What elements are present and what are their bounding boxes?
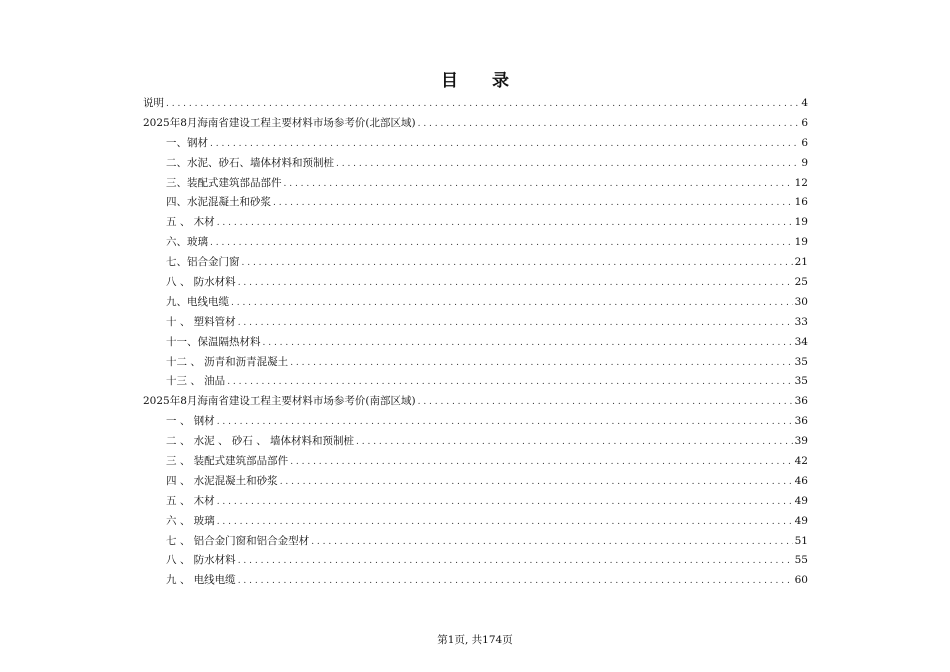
toc-entry-label: 十一、保温隔热材料: [166, 335, 261, 348]
toc-entry-label: 七、铝合金门窗: [166, 256, 240, 269]
dot-leader: [336, 155, 799, 175]
dot-leader: [238, 572, 793, 592]
toc-entry-label: 八 、 防水材料: [166, 276, 236, 289]
toc-entry[interactable]: [143, 174, 808, 194]
toc-entry[interactable]: [143, 472, 808, 492]
dot-leader: [290, 354, 792, 374]
toc-entry-page-number: 60: [794, 574, 808, 587]
dot-leader: [238, 274, 793, 294]
dot-leader: [166, 95, 799, 115]
toc-entry-label: 一 、 钢材: [166, 415, 215, 428]
toc-entry[interactable]: [143, 372, 808, 392]
toc-entry-page-number: 49: [794, 494, 808, 507]
toc-entry-label: 二、水泥、砂石、墙体材料和预制桩: [166, 156, 334, 169]
toc-entry-page-number: 19: [794, 236, 808, 249]
toc-entry-label: 五 、 木材: [166, 494, 215, 507]
dot-leader: [217, 493, 793, 513]
toc-entry[interactable]: [143, 273, 808, 293]
table-of-contents: [143, 94, 808, 591]
toc-entry-label: 2025年8月海南省建设工程主要材料市场参考价(南部区域): [143, 395, 416, 408]
page-footer: 第1页, 共174页: [437, 634, 513, 646]
toc-entry-page-number: 55: [794, 554, 808, 567]
toc-entry-page-number: 42: [794, 455, 808, 468]
toc-entry[interactable]: [143, 313, 808, 333]
toc-entry-label: 三、装配式建筑部品部件: [166, 176, 282, 189]
toc-entry-label: 五 、 木材: [166, 216, 215, 229]
dot-leader: [217, 214, 793, 234]
dot-leader: [284, 175, 793, 195]
toc-entry-page-number: 33: [794, 315, 808, 328]
toc-entry-label: 说明: [143, 97, 164, 109]
toc-entry-page-number: 4: [801, 97, 808, 109]
toc-entry-label: 四 、 水泥混凝土和砂浆: [166, 474, 278, 487]
toc-entry-page-number: 30: [794, 295, 808, 308]
toc-entry-page-number: 46: [794, 474, 808, 487]
dot-leader: [227, 373, 792, 393]
dot-leader: [242, 254, 793, 274]
toc-entry-page-number: 35: [794, 375, 808, 388]
toc-entry[interactable]: [143, 333, 808, 353]
toc-entry-page-number: 49: [794, 514, 808, 527]
dot-leader: [418, 115, 800, 135]
toc-entry-page-number: 34: [794, 335, 808, 348]
toc-entry[interactable]: [143, 392, 808, 412]
toc-entry-page-number: 39: [794, 435, 808, 448]
toc-entry-page-number: 36: [794, 395, 808, 408]
toc-entry-page-number: 21: [794, 256, 808, 269]
toc-entry-label: 八 、 防水材料: [166, 554, 236, 567]
dot-leader: [280, 473, 793, 493]
toc-entry[interactable]: [143, 233, 808, 253]
toc-entry[interactable]: [143, 432, 808, 452]
toc-entry[interactable]: [143, 193, 808, 213]
toc-entry-page-number: 16: [794, 196, 808, 209]
dot-leader: [238, 314, 793, 334]
toc-entry[interactable]: [143, 532, 808, 552]
toc-entry-label: 四、水泥混凝土和砂浆: [166, 196, 271, 209]
toc-entry-label: 十三 、 油品: [166, 375, 226, 388]
toc-entry-page-number: 19: [794, 216, 808, 229]
dot-leader: [356, 433, 793, 453]
toc-entry-page-number: 25: [794, 276, 808, 289]
toc-entry-page-number: 6: [801, 116, 808, 129]
toc-entry[interactable]: [143, 213, 808, 233]
dot-leader: [418, 393, 793, 413]
toc-entry-label: 二 、 水泥 、 砂石 、 墙体材料和预制桩: [166, 435, 355, 448]
dot-leader: [263, 334, 793, 354]
toc-entry[interactable]: [143, 571, 808, 591]
toc-entry-label: 六 、 玻璃: [166, 514, 215, 527]
toc-entry[interactable]: [143, 353, 808, 373]
toc-entry[interactable]: [143, 253, 808, 273]
toc-entry-label: 一、钢材: [166, 136, 208, 149]
dot-leader: [210, 234, 793, 254]
dot-leader: [231, 294, 793, 314]
dot-leader: [290, 453, 792, 473]
toc-entry[interactable]: [143, 134, 808, 154]
toc-entry-label: 九 、 电线电缆: [166, 574, 236, 587]
toc-entry-label: 六、玻璃: [166, 236, 208, 249]
toc-entry[interactable]: [143, 452, 808, 472]
toc-entry-page-number: 36: [794, 415, 808, 428]
dot-leader: [238, 552, 793, 572]
dot-leader: [217, 413, 793, 433]
toc-entry[interactable]: [143, 492, 808, 512]
toc-entry-label: 三 、 装配式建筑部品部件: [166, 455, 289, 468]
toc-entry[interactable]: [143, 114, 808, 134]
toc-entry-label: 十二 、 沥青和沥青混凝土: [166, 355, 289, 368]
toc-entry[interactable]: [143, 551, 808, 571]
toc-entry-label: 2025年8月海南省建设工程主要材料市场参考价(北部区域): [143, 116, 416, 129]
toc-entry-page-number: 51: [794, 534, 808, 547]
dot-leader: [217, 513, 793, 533]
toc-entry[interactable]: [143, 512, 808, 532]
toc-entry-page-number: 6: [801, 136, 808, 149]
toc-entry-label: 十 、 塑料管材: [166, 315, 236, 328]
toc-entry-page-number: 35: [794, 355, 808, 368]
toc-title: 目 录: [441, 71, 523, 91]
dot-leader: [273, 194, 793, 214]
toc-entry-label: 七 、 铝合金门窗和铝合金型材: [166, 534, 310, 547]
toc-entry[interactable]: [143, 293, 808, 313]
toc-entry[interactable]: [143, 154, 808, 174]
toc-entry[interactable]: [143, 412, 808, 432]
toc-entry-page-number: 12: [794, 176, 808, 189]
toc-entry-page-number: 9: [801, 156, 808, 169]
dot-leader: [210, 135, 799, 155]
dot-leader: [311, 533, 792, 553]
toc-entry[interactable]: [143, 94, 808, 114]
toc-entry-label: 九、电线电缆: [166, 295, 229, 308]
